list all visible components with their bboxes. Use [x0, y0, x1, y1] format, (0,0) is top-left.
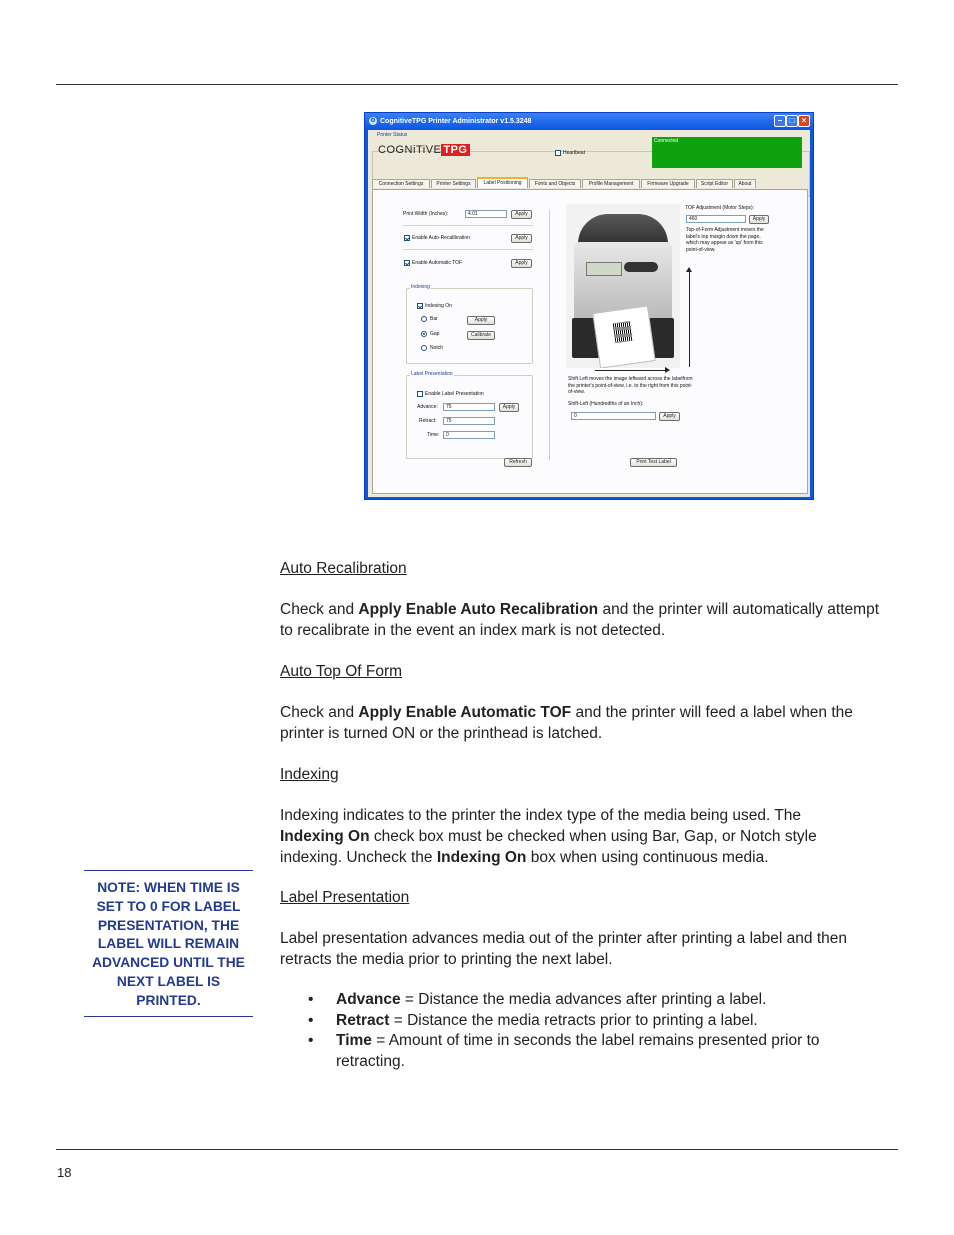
- tab-printer-settings[interactable]: Printer Settings: [431, 179, 476, 188]
- panel-divider: [549, 210, 550, 460]
- tof-adjustment-label: TOF Adjustment (Motor Steps):: [685, 205, 755, 211]
- title-bar: [365, 113, 813, 130]
- bar-label: Bar: [430, 316, 438, 322]
- window-client: [368, 130, 810, 497]
- heartbeat-label: Heartbeat: [563, 150, 585, 156]
- tab-firmware-upgrade[interactable]: Firmware Upgrade: [641, 179, 695, 188]
- retract-label: Retract:: [419, 418, 437, 424]
- enable-label-presentation-checkbox[interactable]: [417, 391, 423, 397]
- enable-label-presentation-label: Enable Label Presentation: [425, 391, 484, 397]
- notch-radio[interactable]: [421, 345, 427, 351]
- time-note-callout: NOTE: WHEN TIME IS SET TO 0 FOR LABEL PRESENTATION, THE LABEL WILL REMAIN ADVANCED UNTIL THE NEXT LABEL IS PRINTED.: [84, 870, 253, 1017]
- refresh-button[interactable]: Refresh: [504, 458, 532, 467]
- list-item: • Retract = Distance the media retracts prior to printing a label.: [308, 1011, 758, 1029]
- time-input[interactable]: 0: [443, 431, 495, 439]
- indexing-on-label: Indexing On: [425, 303, 452, 309]
- auto-recalibration-paragraph: Check and Apply Enable Auto Recalibration and the printer will automatically attempt to recalibrate in the event an index mark is not detected.: [280, 601, 879, 639]
- auto-top-of-form-paragraph: Check and Apply Enable Automatic TOF and the printer will feed a label when the printer is turned ON or the printhead is latched.: [280, 704, 853, 742]
- print-test-label-button[interactable]: Print Test Label: [630, 458, 677, 467]
- heartbeat-checkbox[interactable]: [555, 150, 561, 156]
- retract-input[interactable]: 75: [443, 417, 495, 425]
- auto-recalibration-heading: Auto Recalibration: [280, 560, 407, 577]
- calibrate-button[interactable]: Calibrate: [467, 331, 495, 340]
- automatic-tof-label: Enable Automatic TOF: [412, 260, 463, 266]
- list-item: • Time = Amount of time in seconds the label remains presented prior to retracting.: [308, 1032, 820, 1070]
- shift-left-note: Shift Left moves the image leftward across the labelfrom the printer's point-of-view, i.e. to the right from this point-of-view.: [568, 376, 693, 395]
- auto-recalibration-label: Enable Auto-Recalibration: [412, 235, 470, 241]
- tab-profile-management[interactable]: Profile Management: [582, 179, 640, 188]
- tof-adjustment-note: Top-of-Form Adjustment moves the label's top margin down the page, which may appear as 'up' from this point-of-view.: [686, 227, 764, 253]
- tab-script-editor[interactable]: Script Editor: [696, 179, 733, 188]
- auto-top-of-form-heading: Auto Top Of Form: [280, 663, 403, 680]
- shift-left-input[interactable]: 0: [571, 412, 656, 420]
- tab-fonts-and-objects[interactable]: Fonts and Objects: [529, 179, 581, 188]
- indexing-on-checkbox[interactable]: [417, 303, 423, 309]
- advance-label: Advance:: [417, 404, 438, 410]
- separator: [403, 249, 533, 250]
- maximize-icon[interactable]: □: [786, 115, 798, 127]
- automatic-tof-checkbox[interactable]: [404, 260, 410, 266]
- separator: [403, 225, 533, 226]
- indexing-apply-button[interactable]: Apply: [467, 316, 495, 325]
- footer-rule: [56, 1149, 898, 1150]
- gap-label: Gap: [430, 331, 440, 337]
- auto-recalibration-apply-button[interactable]: Apply: [511, 234, 532, 243]
- tof-adjustment-apply-button[interactable]: Apply: [749, 215, 769, 224]
- print-width-apply-button[interactable]: Apply: [511, 210, 532, 219]
- shift-left-label: Shift-Left (Hundredths of an Inch):: [568, 401, 644, 407]
- tof-adjustment-input[interactable]: 460: [686, 215, 746, 223]
- indexing-heading: Indexing: [280, 766, 339, 783]
- advance-input[interactable]: 75: [443, 403, 495, 411]
- minimize-icon[interactable]: –: [774, 115, 786, 127]
- tab-connection-settings[interactable]: Connection Settings: [372, 179, 430, 188]
- list-item: • Advance = Distance the media advances after printing a label.: [308, 991, 767, 1008]
- tab-label-positioning[interactable]: Label Positioning: [477, 177, 528, 188]
- indexing-group: [406, 288, 533, 364]
- shift-left-apply-button[interactable]: Apply: [659, 412, 680, 421]
- indexing-group-label: Indexing: [411, 284, 430, 290]
- print-width-input[interactable]: 4.01: [465, 210, 507, 218]
- gap-radio[interactable]: [421, 331, 427, 337]
- label-presentation-heading: Label Presentation: [280, 889, 410, 906]
- printer-admin-window: [364, 112, 814, 500]
- label-positioning-panel: [372, 189, 808, 494]
- window-title: CognitiveTPG Printer Administrator v1.5.3248: [380, 118, 532, 125]
- connection-status-indicator: Connected: [652, 137, 802, 168]
- printer-photo: [566, 204, 680, 368]
- tab-about[interactable]: About: [734, 179, 756, 188]
- automatic-tof-apply-button[interactable]: Apply: [511, 259, 532, 268]
- print-width-label: Print Width (Inches):: [403, 211, 449, 217]
- arrow-up-icon: [689, 272, 690, 367]
- label-presentation-list: [308, 990, 868, 1072]
- time-label: Time:: [427, 432, 440, 438]
- notch-label: Notch: [430, 345, 444, 351]
- header-rule: [56, 84, 898, 85]
- page-number: 18: [57, 1165, 72, 1180]
- label-presentation-apply-button[interactable]: Apply: [499, 403, 519, 412]
- app-icon: ⚙: [370, 118, 376, 124]
- bar-radio[interactable]: [421, 316, 427, 322]
- close-icon[interactable]: ×: [798, 115, 810, 127]
- indexing-paragraph: Indexing indicates to the printer the index type of the media being used. The Indexing On check box must be checked when using Bar, Gap, or Notch style indexing. Uncheck the Indexing On box when using continuous media.: [280, 807, 817, 866]
- cognitive-logo: COGNiTiVE TPG: [378, 144, 468, 156]
- auto-recalibration-checkbox[interactable]: [404, 235, 410, 241]
- arrow-right-icon: [595, 370, 665, 371]
- label-presentation-group-label: Label Presentation: [411, 371, 453, 377]
- printer-status-label: Printer Status: [377, 132, 408, 138]
- label-presentation-paragraph: Label presentation advances media out of the printer after printing a label and then retracts the media prior to printing the next label.: [280, 930, 847, 968]
